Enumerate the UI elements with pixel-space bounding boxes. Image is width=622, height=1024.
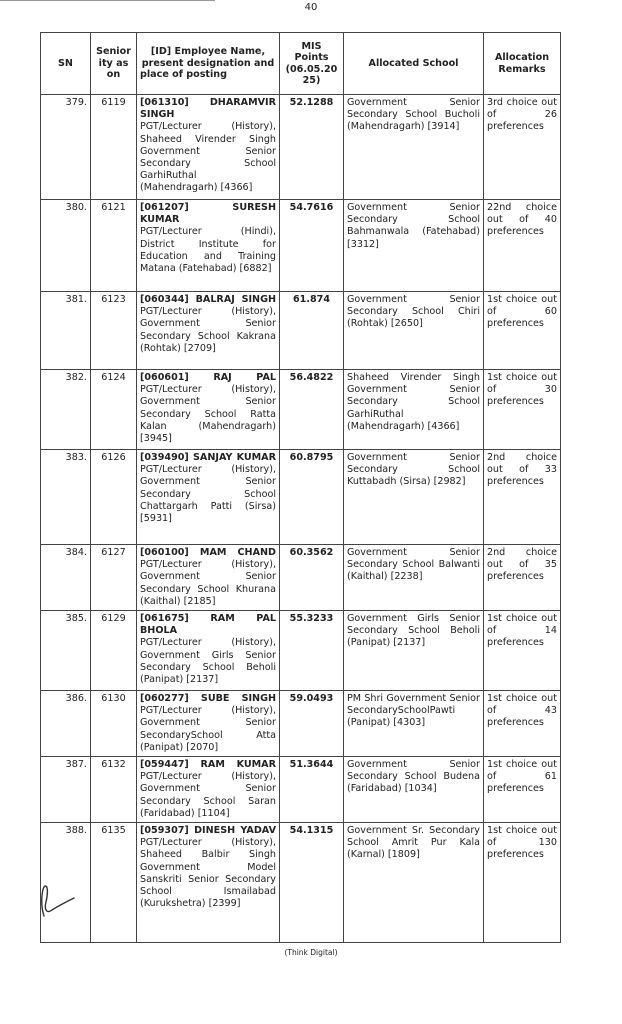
employee-posting: PGT/Lecturer (History), Shaheed Virender Singh Government Senior Secondary School GarhiRuthal (Mahendragarh) [4366] (140, 121, 276, 194)
employee-name: [060100] MAM CHAND (140, 547, 276, 558)
employee-name: [060601] RAJ PAL (140, 372, 276, 383)
cell-employee (137, 691, 280, 757)
cell-allocated-school: Government Senior Secondary School Bucholi (Mahendragarh) [3914] (344, 95, 484, 200)
employee-name: [061675] RAM PAL BHOLA (140, 613, 276, 637)
cell-seniority: 6124 (91, 370, 137, 450)
top-rule (0, 0, 215, 1)
cell-seniority: 6126 (91, 450, 137, 545)
employee-name: [061310] DHARAMVIR SINGH (140, 97, 276, 121)
header-allocation-remarks: Allocation Remarks (484, 33, 561, 95)
header-mis-points: MIS Points (06.05.20 25) (280, 33, 344, 95)
cell-mis-points: 60.8795 (280, 450, 344, 545)
footer-text: (Think Digital) (284, 948, 338, 957)
header-allocated-school: Allocated School (344, 33, 484, 95)
cell-sn: 385. (41, 611, 91, 691)
cell-seniority: 6130 (91, 691, 137, 757)
table-row (41, 757, 561, 823)
employee-name: [060277] SUBE SINGH (140, 693, 276, 705)
cell-seniority: 6123 (91, 292, 137, 370)
employee-name: [059447] RAM KUMAR (140, 759, 276, 771)
cell-allocation-remarks: 1st choice out of 60 preferences (484, 292, 561, 370)
employee-posting: PGT/Lecturer (History), Government Senior Secondary School Chattargarh Patti (Sirsa) [5931] (140, 464, 276, 525)
cell-mis-points: 56.4822 (280, 370, 344, 450)
cell-employee (137, 545, 280, 611)
employee-name: [039490] SANJAY KUMAR (140, 452, 276, 463)
employee-posting: PGT/Lecturer (Hindi), District Institute for Education and Training Matana (Fatehabad) [6882] (140, 226, 276, 275)
cell-allocated-school: Government Girls Senior Secondary School Beholi (Panipat) [2137] (344, 611, 484, 691)
table-row (41, 95, 561, 200)
cell-allocation-remarks: 3rd choice out of 26 preferences (484, 95, 561, 200)
cell-seniority: 6119 (91, 95, 137, 200)
cell-allocation-remarks: 1st choice out of 14 preferences (484, 611, 561, 691)
cell-seniority: 6132 (91, 757, 137, 823)
cell-allocation-remarks: 2nd choice out of 33 preferences (484, 450, 561, 545)
cell-seniority: 6135 (91, 823, 137, 943)
cell-allocation-remarks: 1st choice out of 130 preferences (484, 823, 561, 943)
employee-posting: PGT/Lecturer (History), Government Senior Secondary School Khurana (Kaithal) [2185] (140, 559, 276, 607)
allocation-table (40, 32, 561, 943)
table-row (41, 611, 561, 691)
cell-mis-points: 59.0493 (280, 691, 344, 757)
cell-sn: 384. (41, 545, 91, 611)
table-body (41, 95, 561, 943)
cell-allocated-school: Government Senior Secondary School Budena (Faridabad) [1034] (344, 757, 484, 823)
cell-allocated-school: Government Senior Secondary School Kuttabadh (Sirsa) [2982] (344, 450, 484, 545)
cell-sn: 382. (41, 370, 91, 450)
cell-mis-points: 55.3233 (280, 611, 344, 691)
page-number: 40 (304, 2, 318, 13)
cell-employee (137, 611, 280, 691)
cell-allocation-remarks: 2nd choice out of 35 preferences (484, 545, 561, 611)
employee-posting: PGT/Lecturer (History), Government Girls Senior Secondary School Beholi (Panipat) [2137] (140, 637, 276, 686)
table-row (41, 823, 561, 943)
cell-allocation-remarks: 22nd choice out of 40 preferences (484, 200, 561, 292)
cell-employee (137, 292, 280, 370)
cell-mis-points: 54.7616 (280, 200, 344, 292)
signature (38, 880, 78, 920)
cell-sn: 380. (41, 200, 91, 292)
cell-employee (137, 95, 280, 200)
cell-allocated-school: Government Senior Secondary School Bahmanwala (Fatehabad) [3312] (344, 200, 484, 292)
cell-allocated-school: Government Sr. Secondary School Amrit Pur Kala (Karnal) [1809] (344, 823, 484, 943)
employee-name: [059307] DINESH YADAV (140, 825, 276, 837)
cell-mis-points: 51.3644 (280, 757, 344, 823)
cell-seniority: 6127 (91, 545, 137, 611)
cell-allocation-remarks: 1st choice out of 61 preferences (484, 757, 561, 823)
employee-posting: PGT/Lecturer (History), Government Senior Secondary School Kakrana (Rohtak) [2709] (140, 306, 276, 354)
cell-sn: 381. (41, 292, 91, 370)
cell-allocated-school: Government Senior Secondary School Chiri (Rohtak) [2650] (344, 292, 484, 370)
table-row (41, 450, 561, 545)
header-sn: SN (41, 33, 91, 95)
cell-employee (137, 823, 280, 943)
cell-allocated-school: PM Shri Government Senior SecondarySchoolPawti (Panipat) [4303] (344, 691, 484, 757)
employee-posting: PGT/Lecturer (History), Government Senior Secondary School Ratta Kalan (Mahendragarh) [3945] (140, 384, 276, 445)
table-row (41, 292, 561, 370)
cell-mis-points: 54.1315 (280, 823, 344, 943)
employee-posting: PGT/Lecturer (History), Government Senior SecondarySchool Atta (Panipat) [2070] (140, 705, 276, 753)
cell-allocation-remarks: 1st choice out of 30 preferences (484, 370, 561, 450)
employee-posting: PGT/Lecturer (History), Government Senior Secondary School Saran (Faridabad) [1104] (140, 771, 276, 819)
cell-seniority: 6129 (91, 611, 137, 691)
cell-employee (137, 370, 280, 450)
cell-sn: 383. (41, 450, 91, 545)
employee-name: [060344] BALRAJ SINGH (140, 294, 276, 305)
employee-name: [061207] SURESH KUMAR (140, 202, 276, 226)
header-row (41, 33, 561, 95)
cell-sn: 379. (41, 95, 91, 200)
cell-employee (137, 200, 280, 292)
header-seniority: Senior ity as on (91, 33, 137, 95)
cell-seniority: 6121 (91, 200, 137, 292)
table-row (41, 691, 561, 757)
cell-employee (137, 757, 280, 823)
cell-allocated-school: Shaheed Virender Singh Government Senior Secondary School GarhiRuthal (Mahendragarh) [4366] (344, 370, 484, 450)
cell-allocated-school: Government Senior Secondary School Balwanti (Kaithal) [2238] (344, 545, 484, 611)
cell-mis-points: 60.3562 (280, 545, 344, 611)
table-row (41, 200, 561, 292)
cell-mis-points: 52.1288 (280, 95, 344, 200)
cell-sn: 388. (41, 823, 91, 943)
header-employee: [ID] Employee Name, present designation and place of posting (137, 33, 280, 95)
cell-employee (137, 450, 280, 545)
table-row (41, 545, 561, 611)
table-row (41, 370, 561, 450)
cell-sn: 387. (41, 757, 91, 823)
cell-allocation-remarks: 1st choice out of 43 preferences (484, 691, 561, 757)
employee-posting: PGT/Lecturer (History), Shaheed Balbir Singh Government Model Sanskriti Senior Secondary School Ismailabad (Kurukshetra) [2399] (140, 837, 276, 910)
cell-sn: 386. (41, 691, 91, 757)
cell-mis-points: 61.874 (280, 292, 344, 370)
